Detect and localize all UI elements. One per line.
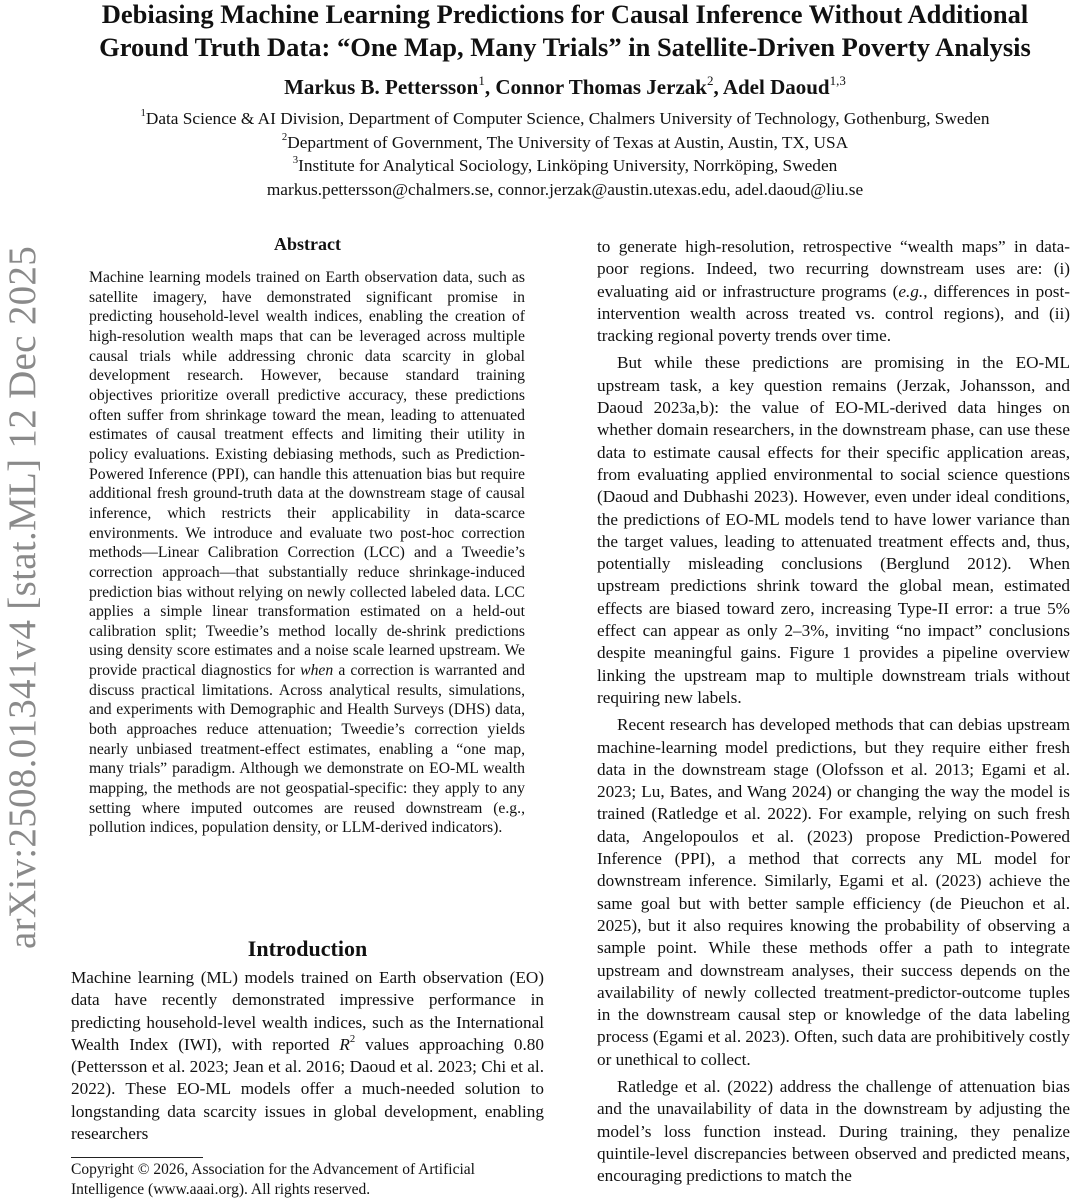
affiliation-line: $^3$Institute for Analytical Sociology, Linköping University, Norrköping, Sweden <box>292 154 838 175</box>
abstract-body: Machine learning models trained on Earth observation data, such as satellite imagery, have demonstrated significant promise in predicting household-level wealth indices, enabling the creation of high-resolution wealth maps that can be leveraged across multiple causal trials while addressing chronic data scarcity in global development research. However, because standard training objectives prioritize overall predictive accuracy, these predictions often suffer from shrinkage toward the mean, leading to attenuated estimates of causal treatment effects and limiting their utility in policy evaluations. Existing debiasing methods, such as Prediction-Powered Inference (PPI), can handle this attenuation bias but require additional fresh ground-truth data at the downstream stage of causal inference, which restricts their applicability in data-scarce environments. We introduce and evaluate two post-hoc correction methods—Linear Calibration Correction (LCC) and a Tweedie’s correction approach—that substantially reduce shrinkage-induced prediction bias without relying on newly collected labeled data. LCC applies a simple linear transformation estimated on a held-out calibration split; Tweedie’s method locally de-shrink predictions using density score estimates and a noise scale learned upstream. We provide practical diagnostics for when a correction is warranted and discuss practical limitations. Across analytical results, simulations, and experiments with Demographic and Health Surveys (DHS) data, both approaches reduce attenuation; Tweedie’s correction yields nearly unbiased treatment-effect estimates, enabling a “one map, many trials” paradigm. Although we demonstrate on EO-ML wealth mapping, the methods are not geospatial-specific: they apply to any setting where imputed outcomes are reused downstream (e.g., pollution indices, population density, or LLM-derived indicators). <box>89 269 525 837</box>
abstract-heading: Abstract <box>274 234 341 254</box>
author-affil-mark: 2 <box>706 72 714 88</box>
right-column <box>597 236 1070 1187</box>
author-emails: markus.pettersson@chalmers.se, connor.jerzak@austin.utexas.edu, adel.daoud@liu.se <box>266 179 864 199</box>
affiliation-line: $^2$Department of Government, The University of Texas at Austin, Austin, TX, USA <box>281 130 849 152</box>
author-name: Connor Thomas Jerzak <box>495 75 707 99</box>
paper-title <box>60 0 1070 64</box>
author-affil-mark: 1,3 <box>829 72 846 88</box>
author-affil-mark: 1 <box>478 72 485 88</box>
title-line-2: Ground Truth Data: “One Map, Many Trials” in Satellite-Driven Poverty Analysis <box>99 32 1031 62</box>
body-paragraph: But while these predictions are promising in the EO-ML upstream task, a key question remains (Jerzak, Johansson, and Daoud 2023a,b): the value of EO-ML-derived data hinges on whether domain researchers, in the downstream phase, can use these data to estimate causal effects for their specific application areas, from evaluating applied environmental to social science questions (Daoud and Dubhashi 2023). However, even under ideal conditions, the predictions of EO-ML models tend to have lower variance than the target values, leading to attenuated treatment effects and, thus, potentially misleading conclusions (Berglund 2012). When upstream predictions shrink toward the global mean, estimated effects are biased toward zero, increasing Type-II error: a true 5% effect can appear as only 2–3%, inviting “no impact” conclusions despite meaningful gains. Figure 1 provides a pipeline overview linking the upstream map to multiple downstream trials without requiring new labels. <box>597 353 1070 707</box>
r-squared-symbol: R <box>339 1034 350 1054</box>
affiliation-line: $^1$Data Science & AI Division, Department of Computer Science, Chalmers University of Technology, Gothenburg, Sweden <box>140 107 990 128</box>
introduction-heading: Introduction <box>247 936 368 961</box>
introduction-body <box>71 967 544 1145</box>
intro-paragraph: Machine learning (ML) models trained on Earth observation (EO) data have recently demonstrated impressive performance in predicting household-level wealth indices, such as the International Wealth Index (IWI), with reported $R^2$ values approaching 0.80 (Pettersson et al. 2023; Jean et al. 2016; Daoud et al. 2023; Chi et al. 2022). These EO-ML models offer a much-needed solution to longstanding data scarcity issues in global development, enabling researchers <box>71 968 544 1144</box>
body-paragraph: to generate high-resolution, retrospective “wealth maps” in data-poor regions. Indeed, two recurring downstream uses are: (i) evaluating aid or infrastructure programs (e.g., differences in post-intervention wealth across treated vs. control regions), and (ii) tracking regional poverty trends over time. <box>597 237 1070 346</box>
author-name: Markus B. Pettersson <box>284 75 479 99</box>
author-name: Adel Daoud <box>722 75 830 99</box>
footnote-rule <box>71 1157 203 1158</box>
emphasis: when <box>300 662 334 680</box>
title-line-1: Debiasing Machine Learning Predictions for Causal Inference Without Additional <box>101 0 1029 29</box>
copyright-notice: Copyright © 2026, Association for the Advancement of Artificial Intelligence (www.aaai.org). All rights reserved. <box>71 1161 475 1198</box>
arxiv-id: arXiv:2508.01341v4 [stat.ML] 12 Dec 2025 <box>1 245 45 950</box>
affiliations <box>60 107 1070 201</box>
author-list: Markus B. Pettersson$^1$, Connor Thomas Jerzak$^2$, Adel Daoud$^{1,3}$ <box>284 72 846 99</box>
body-paragraph: Ratledge et al. (2022) address the challenge of attenuation bias and the unavailability of data in the downstream by adjusting the model’s loss function instead. During training, they penalize quintile-level discrepancies between observed and predicted means, encouraging predictions to match the <box>597 1076 1070 1186</box>
arxiv-stamp <box>0 230 48 965</box>
body-paragraph: Recent research has developed methods that can debias upstream machine-learning model predictions, but they require either fresh data in the downstream stage (Olofsson et al. 2013; Egami et al. 2023; Lu, Bates, and Wang 2024) or changing the way the model is trained (Ratledge et al. 2022). For example, relying on such fresh data, Angelopoulos et al. (2023) propose Prediction-Powered Inference (PPI), a method that corrects any ML model for downstream inference. Similarly, Egami et al. (2023) achieve the same goal but with better sample efficiency (de Pieuchon et al. 2025), but it also requires knowing the probability of observing a sample point. While these methods offer a path to integrate upstream and downstream analyses, their success depends on the availability of newly collected treatment-predictor-outcome tuples in the downstream causal step or knowledge of the data labeling process (Egami et al. 2023). Often, such data are prohibitively costly or unethical to collect. <box>597 715 1070 1069</box>
